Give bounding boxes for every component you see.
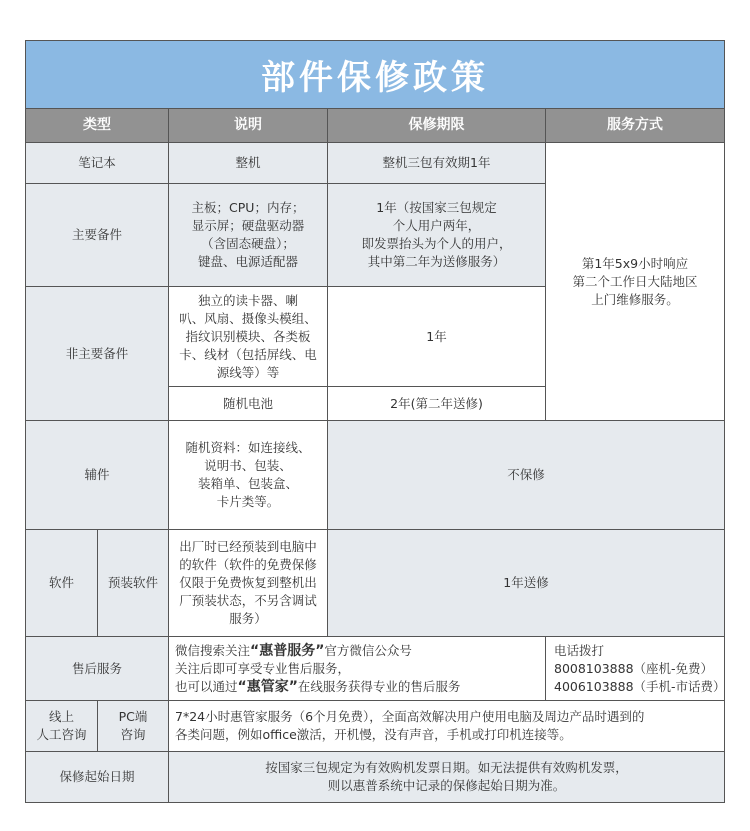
after-sales-type: 售后服务 [26,637,168,700]
online-sub: PC端 咨询 [98,701,168,751]
grid-line [26,751,724,752]
online-type: 线上 人工咨询 [26,701,97,751]
start-date-type: 保修起始日期 [26,752,168,802]
after-sales-line1 [175,642,412,660]
header-desc: 说明 [169,108,327,142]
notebook-period: 整机三包有效期1年 [328,143,545,183]
grid-line [545,108,546,421]
phone-title: 电话拨打 [554,642,605,658]
main-parts-type: 主要备件 [26,184,168,286]
grid-line [26,183,546,184]
notebook-type: 笔记本 [26,143,168,183]
battery-desc: 随机电池 [169,387,327,420]
grid-line [97,530,98,637]
phone-info [546,637,724,700]
online-desc: 7*24小时惠管家服务（6个月免费），全面高效解决用户使用电脑及周边产品时遇到的 各类问题，例如office激活，开机慢，没有声音，手机或打印机连接等。 [169,701,724,751]
software-type: 软件 [26,530,97,636]
minor-parts-desc: 独立的读卡器、喇 叭、风扇、摄像头模组、 指纹识别模块、各类板 卡、线材（包括屏线、电 源线等）等 [169,287,327,386]
start-date-desc: 按国家三包规定为有效购机发票日期。如无法提供有效购机发票， 则以惠普系统中记录的保修起始日期为准。 [169,752,724,802]
grid-line [26,142,724,143]
phone-mobile: 4006103888（手机-市话费） [554,678,726,694]
grid-line [26,420,724,421]
main-parts-desc: 主板；CPU；内存； 显示屏；硬盘驱动器 （含固态硬盘）； 键盘、电源适配器 [169,184,327,286]
notebook-desc: 整机 [169,143,327,183]
grid-line [545,637,546,701]
after-sales-desc [169,637,545,700]
service-mode: 第1年5x9小时响应 第二个工作日大陆地区 上门维修服务。 [546,143,724,420]
grid-line [168,108,169,802]
main-parts-period: 1年（按国家三包规定 个人用户两年， 即发票抬头为个人的用户， 其中第二年为送修服务） [328,184,545,286]
hp-service-name: “惠普服务” [250,642,325,659]
accessories-desc: 随机资料：如连接线、 说明书、包装、 装箱单、包装盒、 卡片类等。 [169,421,327,529]
header-service: 服务方式 [546,108,724,142]
after-sales-line1-c: 官方微信公众号 [324,642,412,658]
after-sales-line3-c: 在线服务获得专业的售后服务 [297,678,461,694]
minor-parts-period: 1年 [328,287,545,386]
phone-landline: 8008103888（座机-免费） [554,660,714,676]
grid-line [97,701,98,752]
after-sales-line1-a: 微信搜索关注 [175,642,251,658]
after-sales-line3 [175,678,460,696]
grid-line [327,108,328,529]
accessories-period: 不保修 [328,421,724,529]
header-type: 类型 [26,108,168,142]
grid-line [26,286,546,287]
hp-butler-name: “惠管家” [237,678,298,695]
software-period: 1年送修 [328,530,724,636]
grid-line [26,636,724,637]
software-desc: 出厂时已经预装到电脑中 的软件（软件的免费保修 仅限于免费恢复到整机出 厂预装状态，不另含调试 服务） [169,530,327,636]
after-sales-line3-a: 也可以通过 [175,678,238,694]
grid-line [327,530,328,637]
grid-line [26,108,724,109]
after-sales-line2: 关注后即可享受专业售后服务， [175,660,351,676]
page-title: 部件保修政策 [26,41,724,108]
accessories-type: 辅件 [26,421,168,529]
battery-period: 2年(第二年送修) [328,387,545,420]
grid-line [26,529,724,530]
minor-parts-type: 非主要备件 [26,287,168,420]
grid-line [168,386,546,387]
grid-line [26,700,724,701]
header-period: 保修期限 [328,108,545,142]
software-sub: 预装软件 [98,530,168,636]
